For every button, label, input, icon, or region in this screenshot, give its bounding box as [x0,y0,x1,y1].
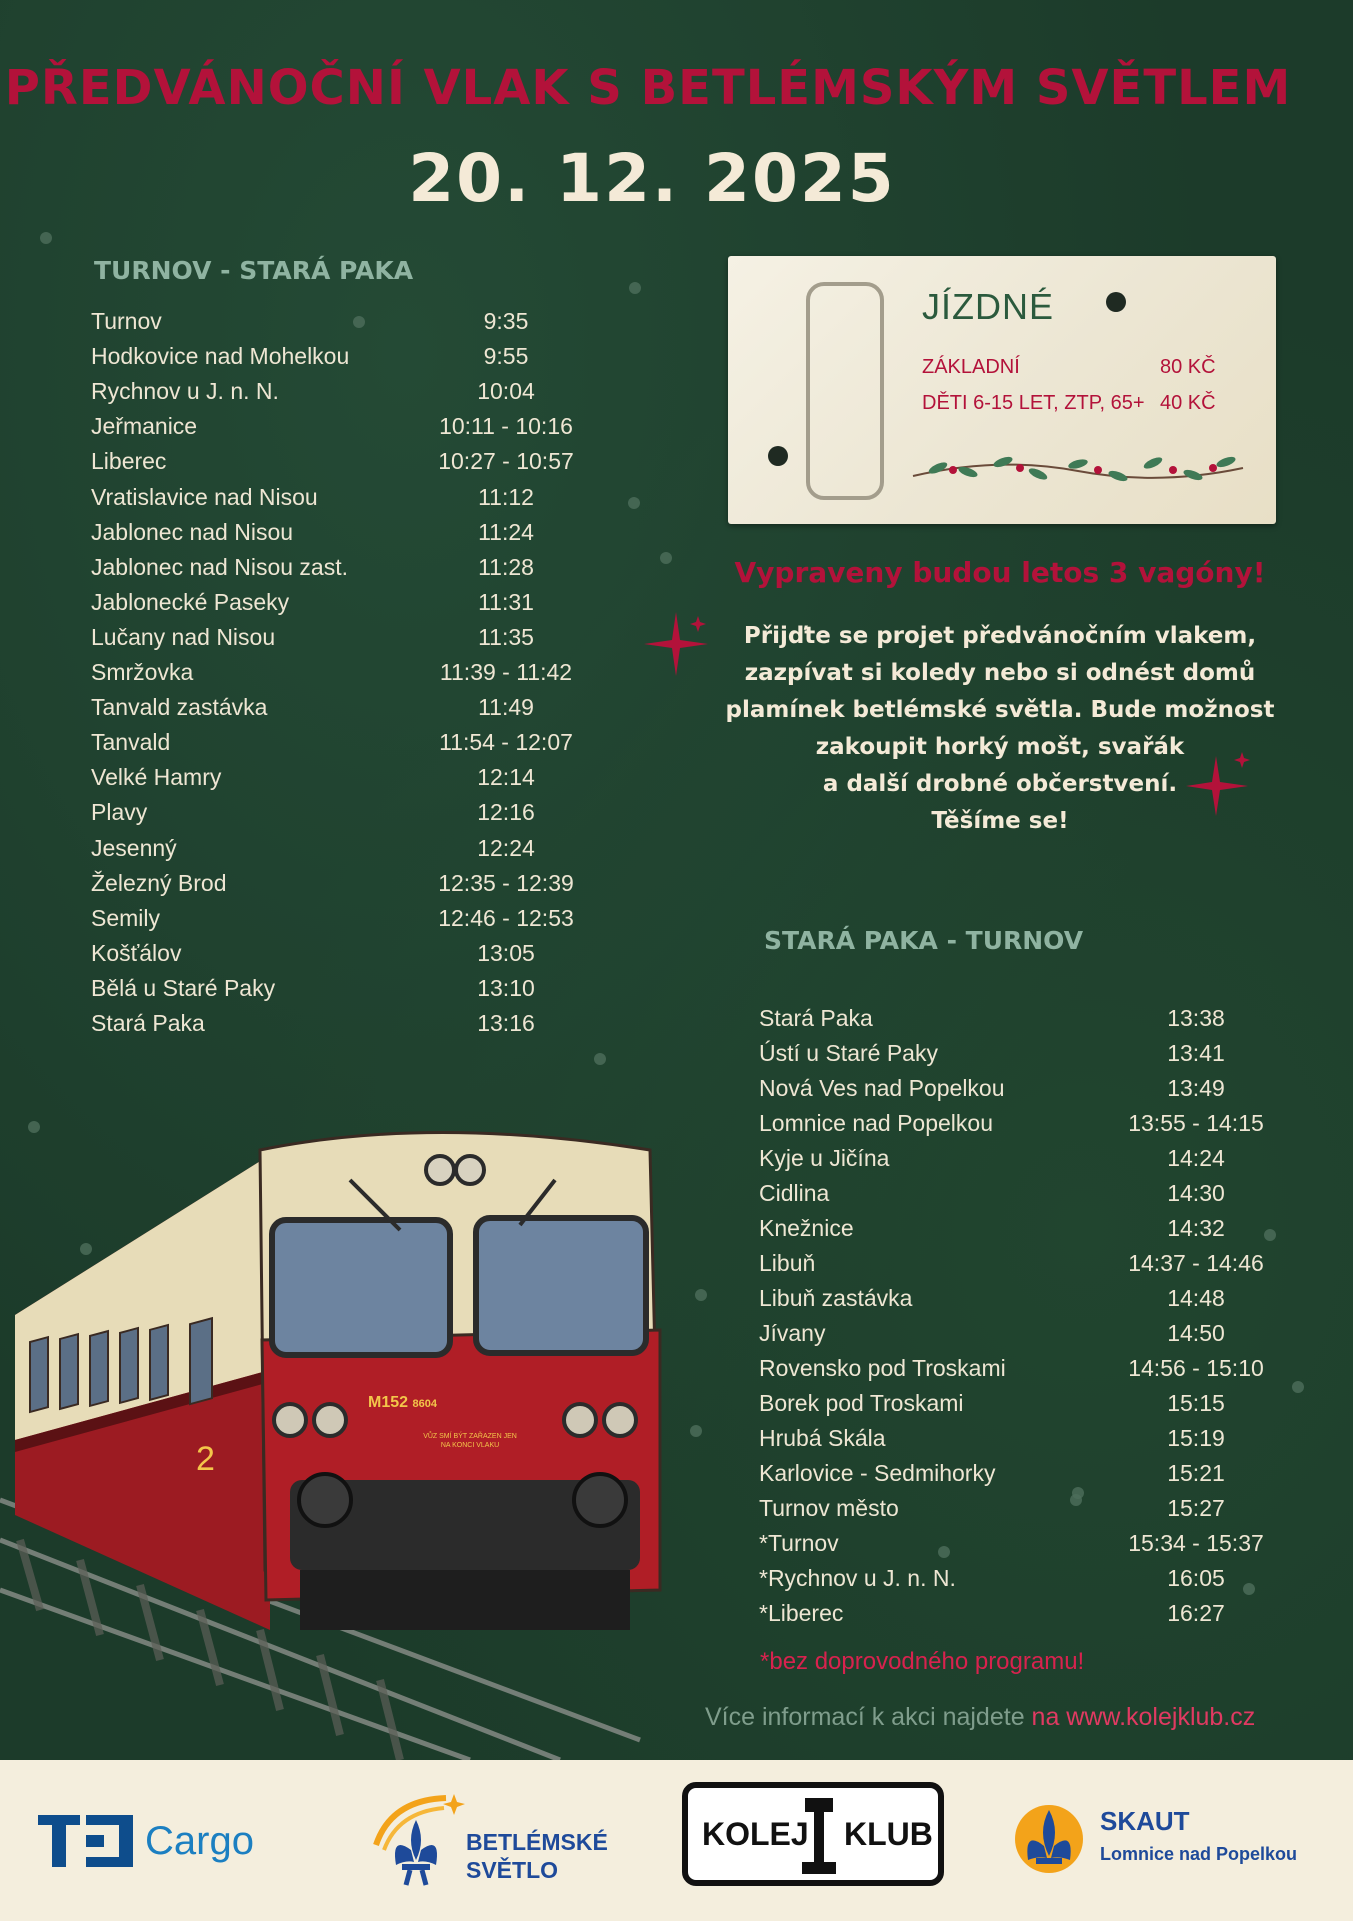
station-name: Jesenný [91,834,177,861]
no-program-note: *bez doprovodného programu! [760,1648,1085,1675]
departure-time: 15:27 [1167,1495,1225,1521]
holly-garland-icon [908,446,1248,496]
departure-time: 13:55 - 14:15 [1128,1110,1264,1136]
station-name: Karlovice - Sedmihorky [759,1460,996,1486]
station-name: Ústí u Staré Paky [759,1040,938,1066]
departure-time: 14:30 [1167,1180,1225,1206]
inbound-heading: STARÁ PAKA - TURNOV [764,926,1084,955]
departure-time: 15:21 [1167,1460,1225,1486]
departure-time: 12:46 - 12:53 [438,904,574,931]
snow-dot [40,232,52,244]
ticket-slot [806,282,884,500]
departure-time: 14:32 [1167,1215,1225,1241]
station-name: Plavy [91,799,148,826]
departure-time: 13:10 [477,974,535,1001]
station-name: Semily [91,904,161,931]
website-link[interactable]: na www.kolejklub.cz [1031,1703,1256,1731]
fare-ticket [728,256,1276,524]
departure-time: 16:05 [1167,1565,1225,1591]
event-date: 20. 12. 2025 [408,140,896,217]
betlemske-svetlo-text [466,1828,608,1884]
ticket-hole [1106,292,1126,312]
snow-dot [1292,1381,1304,1393]
outbound-timetable [91,308,611,1048]
station-name: Hrubá Skála [759,1425,886,1451]
station-name: Cidlina [759,1180,830,1206]
station-name: *Turnov [759,1530,839,1556]
station-name: Stará Paka [759,1005,873,1031]
departure-time: 16:27 [1167,1600,1225,1626]
departure-time: 15:15 [1167,1390,1225,1416]
skaut-logo [1010,1800,1330,1884]
departure-time: 14:56 - 15:10 [1128,1355,1264,1381]
fare-reduced-price: 40 KČ [1160,392,1216,414]
kolej-text: KOLEJ [702,1816,809,1852]
station-name: Rovensko pod Troskami [759,1355,1006,1381]
station-name: Lučany nad Nisou [91,623,276,650]
inbound-timetable [759,1005,1279,1645]
train-illustration [0,1120,700,1760]
klub-text: KLUB [844,1816,933,1852]
departure-time: 10:04 [477,378,535,405]
departure-time: 13:05 [477,939,535,966]
departure-time: 9:35 [483,308,529,334]
departure-time: 11:35 [478,623,534,650]
departure-time: 14:37 - 14:46 [1128,1250,1264,1276]
train-serial: 8604 [412,1398,437,1410]
departure-time: 13:41 [1167,1040,1225,1066]
departure-time: 13:38 [1167,1005,1225,1031]
station-name: Libuň [759,1250,816,1276]
departure-time: 9:55 [483,343,529,370]
departure-time: 14:24 [1167,1145,1225,1171]
station-name: Turnov [91,308,162,334]
station-name: Jablonecké Paseky [91,588,290,615]
station-name: Hodkovice nad Mohelkou [91,343,350,370]
fare-basic-label: ZÁKLADNÍ [922,356,1020,378]
invitation-line: Těšíme se! [931,808,1069,834]
departure-time: 14:50 [1167,1320,1225,1346]
station-name: *Liberec [759,1600,844,1626]
station-name: Borek pod Troskami [759,1390,964,1416]
betlemske-line2: SVĚTLO [466,1857,559,1883]
skaut-subtitle: Lomnice nad Popelkou [1100,1844,1298,1864]
train-notice: VŮZ SMÍ BÝT ZAŘAZEN JEN NA KONCI VLAKU [423,1433,517,1449]
departure-time: 12:24 [477,834,535,861]
cd-cargo-icon [38,1815,133,1867]
departure-time: 15:34 - 15:37 [1128,1530,1264,1556]
station-name: Turnov město [759,1495,899,1521]
departure-time: 11:54 - 12:07 [439,729,573,756]
departure-time: 13:49 [1167,1075,1225,1101]
departure-time: 12:14 [477,764,535,791]
kolej-klub-logo [682,1782,944,1886]
station-name: Kyje u Jičína [759,1145,890,1171]
train-number [368,1394,437,1412]
scout-lily-icon [1010,1800,1088,1878]
departure-time: 15:19 [1167,1425,1225,1451]
snow-dot [594,1053,606,1065]
station-name: Tanvald zastávka [91,694,268,721]
snow-dot [629,282,641,294]
station-name: Tanvald [91,729,171,756]
station-name: Libuň zastávka [759,1285,913,1311]
snow-dot [628,497,640,509]
betlemske-svetlo-logo [366,1790,636,1890]
fare-basic-price: 80 KČ [1160,356,1216,378]
departure-time: 10:11 - 10:16 [439,413,573,440]
invitation-line: a další drobné občerstvení. [822,771,1178,797]
sponsor-footer [0,1760,1353,1921]
invitation-line: zakoupit horký mošt, svařák [815,734,1185,760]
departure-time: 10:27 - 10:57 [438,448,574,475]
station-name: Železný Brod [91,869,227,896]
skaut-title: SKAUT [1100,1806,1190,1836]
ticket-title: JÍZDNÉ [922,286,1054,327]
station-name: Jeřmanice [91,413,198,440]
snow-dot [660,552,672,564]
station-name: Jívany [759,1320,826,1346]
more-info [705,1703,1255,1732]
station-name: *Rychnov u J. n. N. [759,1565,956,1591]
departure-time: 11:39 - 11:42 [439,659,573,685]
departure-time: 13:16 [477,1010,535,1036]
sparkle-icon [1186,748,1258,820]
fare-reduced-label: DĚTI 6-15 LET, ZTP, 65+ [922,392,1145,414]
departure-time: 11:24 [478,518,534,545]
station-name: Liberec [91,448,167,475]
departure-time: 11:49 [478,694,534,721]
departure-time: 11:12 [478,483,534,510]
station-name: Knežnice [759,1215,854,1241]
invitation-line: Přijďte se projet předvánočním vlakem, [743,623,1257,649]
departure-time: 12:35 - 12:39 [438,869,574,896]
invitation-line: plamínek betlémské světla. Bude možnost [725,697,1275,723]
ticket-hole [768,446,788,466]
station-name: Stará Paka [91,1010,205,1036]
station-name: Bělá u Staré Paky [91,974,276,1001]
station-name: Velké Hamry [91,764,222,791]
departure-time: 12:16 [477,799,535,826]
departure-time: 14:48 [1167,1285,1225,1311]
outbound-heading: TURNOV - STARÁ PAKA [94,256,414,285]
more-info-text: Více informací k akci najdete [705,1703,1032,1731]
cd-cargo-logo [38,1815,254,1871]
cargo-text: Cargo [145,1819,254,1863]
betlemske-line1: BETLÉMSKÉ [466,1829,608,1855]
station-name: Rychnov u J. n. N. [91,378,279,405]
station-name: Nová Ves nad Popelkou [759,1075,1005,1101]
station-name: Smržovka [91,659,194,685]
train-side-number: 2 [196,1440,215,1478]
sparkle-icon [640,608,712,680]
train-number-text: M152 [368,1394,409,1411]
station-name: Lomnice nad Popelkou [759,1110,993,1136]
wagons-announcement: Vypraveny budou letos 3 vagóny! [734,556,1266,589]
departure-time: 11:28 [478,553,534,580]
departure-time: 11:31 [478,588,534,615]
station-name: Jablonec nad Nisou [91,518,294,545]
station-name: Vratislavice nad Nisou [91,483,318,510]
poster-title: PŘEDVÁNOČNÍ VLAK S BETLÉMSKÝM SVĚTLEM [4,60,1292,116]
station-name: Košťálov [91,939,182,966]
rail-profile-icon [802,1798,836,1876]
fleur-de-lis-icon [366,1790,466,1890]
invitation-line: zazpívat si koledy nebo si odnést domů [744,660,1256,686]
station-name: Jablonec nad Nisou zast. [91,553,348,580]
